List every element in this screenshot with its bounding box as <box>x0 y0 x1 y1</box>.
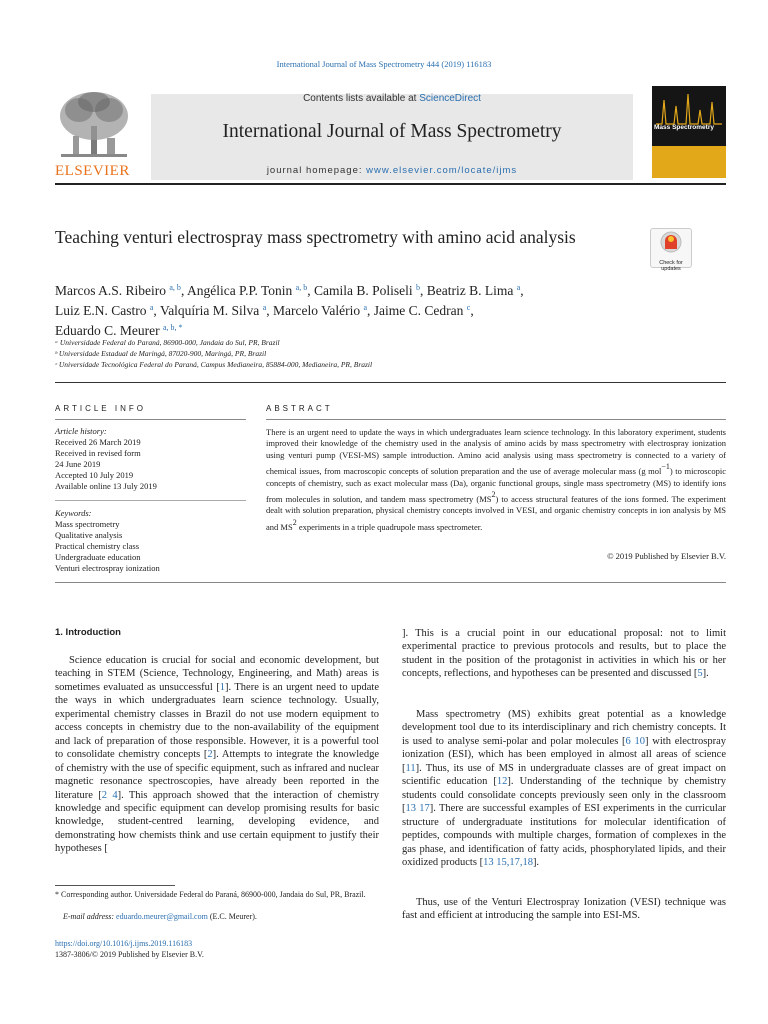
ref-link[interactable]: 2 4 <box>101 789 118 801</box>
ref-link[interactable]: 13 15,17,18 <box>483 856 533 868</box>
email-link[interactable]: eduardo.meurer@gmail.com <box>116 912 208 921</box>
ref-link[interactable]: 1 <box>219 681 226 693</box>
author-name[interactable]: Angélica P.P. Tonin <box>186 283 293 298</box>
affiliation-c: ᶜ Universidade Tecnológica Federal do Paraná, Campus Medianeira, 85884-000, Medianeira, PR, Brazil <box>55 360 373 369</box>
article-info-rule <box>55 419 246 420</box>
journal-homepage <box>151 165 633 176</box>
article-info-heading: ARTICLE INFO <box>55 404 146 413</box>
header-rule <box>55 183 726 185</box>
author-list: Marcos A.S. Ribeiro $^{a, b}$, Angélica P.P. Tonin $^{a, b}$, Camila B. Poliseli $^b$, Beatriz B. Lima $^a$, Luiz E.N. Castro $^a$, Valquíria M. Silva $^a$, Marcelo Valério $^a$, Jaime C. Cedran $^c$, Eduardo C. Meurer $^{a, b, *}$ <box>55 283 524 338</box>
ref-link[interactable]: 6 10 <box>625 735 646 747</box>
ref-link[interactable]: 2 <box>207 749 213 761</box>
journal-citation[interactable]: International Journal of Mass Spectrometry 444 (2019) 116183 <box>276 59 492 69</box>
intro-paragraph-2: Mass spectrometry (MS) exhibits great potential as a knowledge development tool due to its interdisciplinary and rich chemistry concepts. It is used to analyse semi-polar and polar molecules [6 10] with electrospray ionization (ESI), which has been employed in almost all areas of science [11]. Thus, its use of MS in undergraduate classes are of great impact on scientific education [12]. Understanding of the technique by chemistry students could consolidate concepts previously seen only in the classroom [13 17]. There are successful examples of ESI experiments in the curricular structure of undergraduate institutions for molecular identification of peptides, compounds with multiple charges, formation of complexes in the gas phase, and identification of fatty acids, phosphorylated lipids, and their oxidized products [13 15,17,18]. <box>402 709 726 868</box>
author-affiliation-marker[interactable]: a, b <box>295 283 308 292</box>
author-affiliation-marker[interactable]: a <box>363 303 368 312</box>
history-line: Accepted 10 July 2019 <box>55 470 134 480</box>
keyword: Practical chemistry class <box>55 541 140 551</box>
keywords-rule <box>55 500 246 501</box>
keyword: Undergraduate education <box>55 552 141 562</box>
abstract-text: There is an urgent need to update the ways in which undergraduates learn science technology. In this laboratory experiment, students improved their knowledge of the chemistry used in the analysis of amino acids by mass spectrometry with electrospray ionization using venturi pump (VESI-MS) sample introduction. Amino acid analysis using mass spectrometry is connected to a variety of chemical issues, from macroscopic concepts of solution preparation and the use of average molecular mass (g mol$^{-1}$) to microscopic concepts of chemistry, such as exact molecular mass (Da), organic functional groups, single mass spectrometry (MS) to identify ions from molecules in solution, and tandem mass spectrometry $(MS^2)$ to access structural features of the ions formed. The experiment dealt with solution preparation, physical chemistry concepts involved in VESI, and organic chemistry concepts in ion analysis by MS and $MS^2$ experiments in a triple quadrupole mass spectrometer. <box>266 427 726 532</box>
footnote-rule <box>55 885 175 886</box>
doi-link[interactable]: https://doi.org/10.1016/j.ijms.2019.116183 <box>55 939 193 948</box>
author-name[interactable]: Luiz E.N. Castro <box>55 303 147 318</box>
homepage-prefix: journal homepage: <box>266 165 367 176</box>
author-name[interactable]: Camila B. Poliseli <box>313 283 413 298</box>
journal-cover <box>652 86 726 178</box>
article-title: Teaching venturi electrospray mass spectrometry with amino acid analysis <box>55 227 576 247</box>
intro-paragraph-3: Thus, use of the Venturi Electrospray Ionization (VESI) technique was fast and efficient at introducing the sample into ESI-MS. <box>402 897 726 922</box>
contents-line <box>151 93 633 104</box>
history-line: Received in revised form <box>55 448 141 458</box>
ref-link[interactable]: 5 <box>697 668 703 680</box>
ref-link[interactable]: 11 <box>405 762 416 774</box>
keyword: Mass spectrometry <box>55 519 120 529</box>
intro-paragraph-1-continued: ]. This is a crucial point in our educational proposal: not to limit experimental practice to previous protocols and results, but to place the student in the position of the protagonist in activities in which his or her concepts, reflections, and hypotheses can be presented and discussed [5]. <box>402 628 726 680</box>
author-name[interactable]: Marcelo Valério <box>273 303 361 318</box>
elsevier-wordmark: ELSEVIER <box>55 163 130 179</box>
author-affiliation-marker[interactable]: a <box>262 303 267 312</box>
history-label: Article history: <box>55 426 107 436</box>
intro-paragraph-1: Science education is crucial for social and economic development, but teaching in STEM (Science, Technology, Engineering, and Math) areas is sometimes evaluated as unsuccessful [1]. There is an urgent need to update the ways in which undergraduates learn science technology. Usually, experimental chemistry classes in Brazil do not use modern equipment to access concepts in chemistry due to the non-availability of the equipment and lack of preparation of those responsible. However, it is a powerful tool to consolidate chemistry concepts [2]. Attempts to integrate the knowledge of chemistry with the use of specific equipment, such as infrared and nuclear magnetic resonance spectroscopies, have already been reported in the literature [2 4]. This approach showed that the interaction of chemistry knowledge and specific equipment can develop promising results for basic knowledge, student-centred learning, developing evidence, and demonstrating how chemists think and use certain equipment to justify their hypotheses [ <box>55 655 379 855</box>
affiliation-rule <box>55 382 726 383</box>
author-name[interactable]: Jaime C. Cedran <box>373 303 464 318</box>
abstract-rule <box>266 419 726 420</box>
cover-title: Mass Spectrometry <box>654 124 714 131</box>
history-line: Available online 13 July 2019 <box>55 481 157 491</box>
author-name[interactable]: Valquíria M. Silva <box>159 303 260 318</box>
homepage-link[interactable]: www.elsevier.com/locate/ijms <box>366 165 518 176</box>
affiliation-a: ᵃ Universidade Federal do Paraná, 86900-000, Jandaia do Sul, PR, Brazil <box>55 338 280 347</box>
journal-title: International Journal of Mass Spectrometry <box>222 121 562 142</box>
abstract-bottom-rule <box>55 582 726 583</box>
email-footnote: E-mail address: eduardo.meurer@gmail.com (E.C. Meurer). <box>63 912 257 921</box>
corresponding-footnote: * Corresponding author. Universidade Federal do Paraná, 86900-000, Jandaia do Sul, PR, Brazil. <box>55 890 366 899</box>
author-affiliation-marker[interactable]: a, b <box>169 283 181 292</box>
abstract-heading: ABSTRACT <box>266 404 333 413</box>
history-line: 24 June 2019 <box>55 459 101 469</box>
abstract-copyright: © 2019 Published by Elsevier B.V. <box>607 551 726 561</box>
author-affiliation-marker[interactable]: a <box>149 303 154 312</box>
check-updates-label: Check for updates <box>659 260 683 272</box>
keywords <box>55 508 246 574</box>
keyword: Qualitative analysis <box>55 530 123 540</box>
author-affiliation-marker[interactable]: c <box>466 303 471 312</box>
contents-prefix: Contents lists available at <box>303 93 420 104</box>
author-affiliation-marker[interactable]: b <box>415 283 420 292</box>
keywords-label: Keywords: <box>55 508 92 518</box>
introduction-heading: 1. Introduction <box>55 627 121 638</box>
sciencedirect-link[interactable]: ScienceDirect <box>419 93 481 104</box>
article-history <box>55 426 246 492</box>
author-name[interactable]: Marcos A.S. Ribeiro <box>55 283 166 298</box>
history-line: Received 26 March 2019 <box>55 437 141 447</box>
issn-line: 1387-3806/© 2019 Published by Elsevier B.V. <box>55 949 204 959</box>
affiliation-b: ᵇ Universidade Estadual de Maringá, 87020-900, Maringá, PR, Brazil <box>55 349 267 358</box>
check-for-updates-button[interactable] <box>650 228 692 272</box>
doi-block <box>55 939 204 960</box>
author-name[interactable]: Beatriz B. Lima <box>426 283 514 298</box>
author-affiliation-marker[interactable]: a <box>516 283 521 292</box>
author-name[interactable]: Eduardo C. Meurer <box>55 323 160 338</box>
elsevier-tree-logo <box>55 88 133 162</box>
ref-link[interactable]: 13 17 <box>405 803 430 815</box>
check-updates-icon <box>651 229 691 255</box>
keyword: Venturi electrospray ionization <box>55 563 160 573</box>
ref-link[interactable]: 12 <box>496 776 508 788</box>
author-affiliation-marker[interactable]: a, b, * <box>162 323 183 332</box>
